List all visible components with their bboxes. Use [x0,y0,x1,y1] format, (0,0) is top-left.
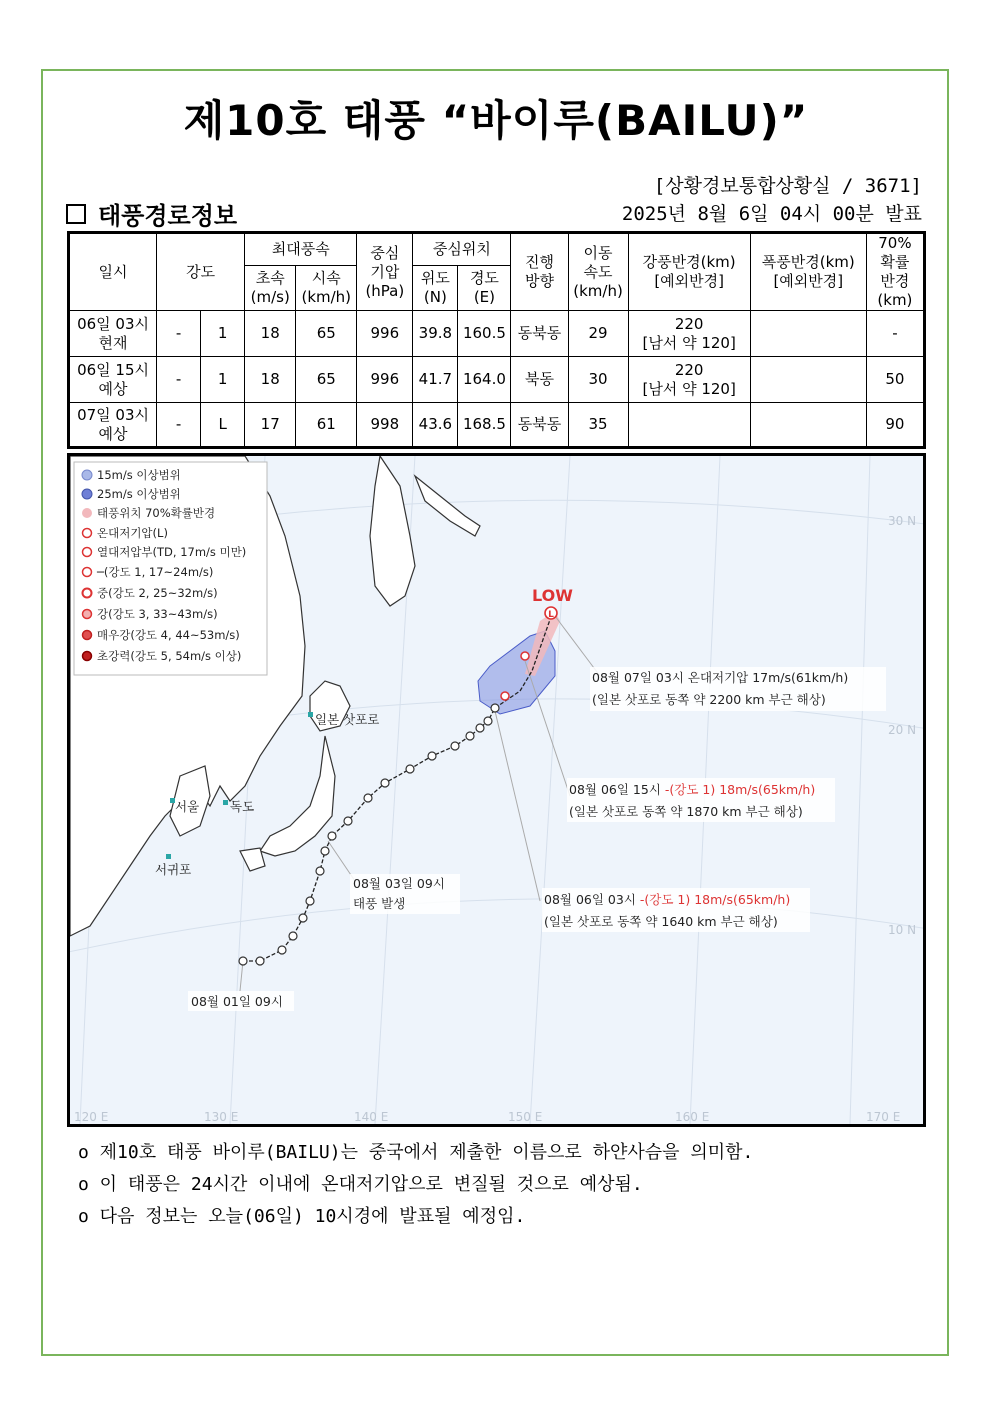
svg-text:08월 06일 15시 -(강도 1) 18m/s(65km: 08월 06일 15시 -(강도 1) 18m/s(65km/h) [569,782,816,797]
cell-strong-radius [628,403,750,448]
legend-item: ─(강도 1, 17~24m/s) [97,565,214,579]
svg-text:130 E: 130 E [204,1110,239,1124]
cell-intensity: L [201,403,245,448]
legend-item: 15m/s 이상범위 [97,468,181,482]
cell-size: - [157,311,201,357]
svg-text:서귀포: 서귀포 [155,862,192,877]
svg-text:(일본 삿포로 동쪽 약 1640 km 부근 해상): (일본 삿포로 동쪽 약 1640 km 부근 해상) [544,914,778,929]
cell-speed: 29 [568,311,628,357]
cell-strong-radius: 220 [남서 약 120] [628,311,750,357]
cell-wind-ms: 17 [245,403,296,448]
cell-strong-radius: 220 [남서 약 120] [628,357,750,403]
issued-time: 2025년 8월 6일 04시 00분 발표 [621,203,922,225]
header-position: 중심위치 [413,233,511,266]
annotation-0806-15 [567,778,835,822]
svg-text:08월 07일 03시 온대저기압 17m/s(61km/h: 08월 07일 03시 온대저기압 17m/s(61km/h) [592,670,849,685]
svg-text:10 N: 10 N [888,923,917,937]
cell-wind-ms: 18 [245,311,296,357]
legend-item: 강(강도 3, 33~43m/s) [97,607,218,621]
cell-storm-radius [750,403,866,448]
header-pressure: 중심 기압 (hPa) [357,233,413,311]
cell-wind-kmh: 65 [296,311,357,357]
header-lon: 경도 (E) [458,266,511,311]
cell-pressure: 996 [357,311,413,357]
cell-storm-radius [750,311,866,357]
svg-text:150 E: 150 E [508,1110,543,1124]
table-row [69,403,925,448]
cell-speed: 30 [568,357,628,403]
svg-text:(일본 삿포로 동쪽 약 2200 km 부근 해상): (일본 삿포로 동쪽 약 2200 km 부근 해상) [592,692,826,707]
cell-wind-kmh: 65 [296,357,357,403]
annotation-start [188,991,294,1011]
cell-storm-radius [750,357,866,403]
svg-text:L: L [548,610,554,620]
cell-intensity: 1 [201,357,245,403]
table-row [69,357,925,403]
cell-probability: - [866,311,924,357]
section-title: 태풍경로정보 [98,202,238,230]
header-wind-ms: 초속 (m/s) [245,266,296,311]
svg-text:(일본 삿포로 동쪽 약 1870 km 부근 해상): (일본 삿포로 동쪽 약 1870 km 부근 해상) [569,804,803,819]
svg-text:태풍 발생: 태풍 발생 [353,896,406,911]
svg-text:120 E: 120 E [74,1110,109,1124]
cell-lon: 160.5 [458,311,511,357]
cell-lat: 41.7 [413,357,458,403]
legend-item: 태풍위치 70%확률반경 [97,506,216,520]
notes [78,1137,753,1233]
annotation-formation [350,874,460,914]
typhoon-info-table [67,231,926,449]
svg-text:170 E: 170 E [866,1110,901,1124]
header-wind-kmh: 시속 (km/h) [296,266,357,311]
table-row [69,311,925,357]
cell-lon: 168.5 [458,403,511,448]
header-storm-radius: 폭풍반경(km) [예외반경] [750,233,866,311]
svg-text:08월 03일 09시: 08월 03일 09시 [353,876,445,891]
cell-pressure: 996 [357,357,413,403]
header-max-wind: 최대풍속 [245,233,357,266]
cell-wind-kmh: 61 [296,403,357,448]
low-label: LOW [532,586,573,605]
svg-text:30 N: 30 N [888,514,917,528]
svg-text:독도: 독도 [230,799,255,814]
svg-text:160 E: 160 E [675,1110,710,1124]
cell-intensity: 1 [201,311,245,357]
cell-direction: 동북동 [511,403,568,448]
legend-item: 초강력(강도 5, 54m/s 이상) [97,649,242,663]
svg-text:140 E: 140 E [354,1110,389,1124]
note-line: o 이 태풍은 24시간 이내에 온대저기압으로 변질될 것으로 예상됨. [78,1174,643,1195]
header-speed: 이동 속도 (km/h) [568,233,628,311]
header-direction: 진행 방향 [511,233,568,311]
cell-direction: 북동 [511,357,568,403]
cell-wind-ms: 18 [245,357,296,403]
cell-time: 06일 03시 현재 [69,311,157,357]
annotation-0807 [590,667,886,711]
header-intensity: 강도 [157,233,245,311]
map-legend [74,462,267,675]
header-datetime: 일시 [69,233,157,311]
legend-item: 온대저기압(L) [97,526,168,540]
cell-speed: 35 [568,403,628,448]
svg-text:일본 삿포로: 일본 삿포로 [315,712,380,727]
svg-text:20 N: 20 N [888,723,917,737]
header-strong-radius: 강풍반경(km) [예외반경] [628,233,750,311]
cell-probability: 50 [866,357,924,403]
legend-item: 매우강(강도 4, 44~53m/s) [97,628,240,642]
section-heading [66,196,237,231]
checkbox-icon [66,204,86,224]
cell-lat: 43.6 [413,403,458,448]
legend-item: 열대저압부(TD, 17m/s 미만) [97,545,247,559]
cell-time: 07일 03시 예상 [69,403,157,448]
legend-item: 25m/s 이상범위 [97,487,181,501]
typhoon-track-map [67,453,926,1127]
svg-text:서울: 서울 [175,799,200,814]
header-probability-radius: 70% 확률 반경 (km) [866,233,924,311]
legend-item: 중(강도 2, 25~32m/s) [97,586,218,600]
annotation-0806-03 [542,888,810,932]
cell-probability: 90 [866,403,924,448]
cell-lon: 164.0 [458,357,511,403]
cell-lat: 39.8 [413,311,458,357]
header-lat: 위도 (N) [413,266,458,311]
cell-size: - [157,403,201,448]
cell-size: - [157,357,201,403]
cell-pressure: 998 [357,403,413,448]
note-line: o 다음 정보는 오늘(06일) 10시경에 발표될 예정임. [78,1206,526,1227]
svg-text:08월 06일 03시 -(강도 1) 18m/s(65km: 08월 06일 03시 -(강도 1) 18m/s(65km/h) [544,892,791,907]
svg-text:08월 01일 09시: 08월 01일 09시 [191,994,283,1009]
cell-direction: 동북동 [511,311,568,357]
page-title: 제10호 태풍 “바이루(BAILU)” [183,96,809,145]
note-line: o 제10호 태풍 바이루(BAILU)는 중국에서 제출한 이름으로 하얀사슴을 의미함. [78,1142,754,1163]
cell-time: 06일 15시 예상 [69,357,157,403]
issuing-office: [상황경보통합상황실 / 3671] [653,175,922,197]
